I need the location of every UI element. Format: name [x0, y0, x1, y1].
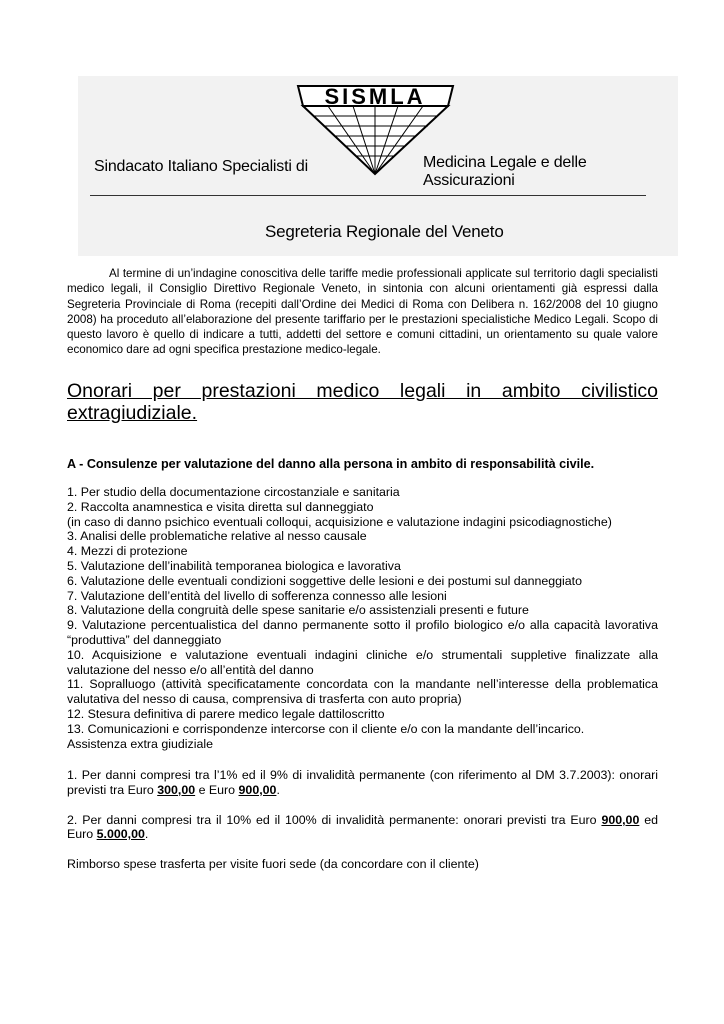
list-item: 3. Analisi delle problematiche relative al nesso causale: [67, 529, 367, 544]
list-item: 9. Valutazione percentualistica del danno permanente sotto il profilo biologico e/o alla capacità lavorativa “produttiva” del danneggiato: [67, 618, 658, 647]
fee-max: 900,00: [238, 782, 277, 797]
fee-end: .: [276, 782, 280, 797]
fee-min: 300,00: [157, 782, 196, 797]
fee-range-1: [67, 768, 658, 798]
list-item: 2. Raccolta anamnestica e visita diretta sul danneggiato: [67, 499, 374, 514]
fee-end: .: [144, 827, 149, 842]
section-title: Onorari per prestazioni medico legali in ambito civilistico extragiudiziale.: [67, 380, 658, 424]
logo-text: SISMLA: [324, 84, 426, 109]
org-name-left: Sindacato Italiano Specialisti di: [94, 158, 308, 175]
list-item: 1. Per studio della documentazione circostanziale e sanitaria: [67, 485, 400, 499]
list-item: 10. Acquisizione e valutazione eventuali indagini cliniche e/o strumentali suppletive finalizzate alla valutazione del nesso e/o all’entità del danno: [67, 647, 658, 677]
list-item: 13. Comunicazioni e corrispondenze intercorse con il cliente e/o con la mandante dell’incarico.: [67, 721, 585, 736]
subheading: A - Consulenze per valutazione del danno alla persona in ambito di responsabilità civile.: [67, 457, 595, 471]
list-item: 12. Stesura definitiva di parere medico legale dattiloscritto: [67, 706, 385, 721]
fee-mid: e Euro: [195, 782, 239, 797]
fees-section: [67, 768, 658, 887]
list-item: 11. Sopralluogo (attività specificatamente concordata con la mandante nell’interesse della problematica valutativa del nesso di causa, comprensiva di trasferta con auto propria): [67, 677, 658, 707]
service-list: [67, 485, 658, 751]
fee-range-2: [67, 813, 658, 843]
assistance-title: Assistenza extra giudiziale: [67, 736, 214, 751]
reimbursement-note: Rimborso spese trasferta per visite fuori sede (da concordare con il cliente): [67, 857, 479, 872]
header-divider: [90, 195, 646, 196]
letterhead: [78, 76, 678, 256]
fee-mid: ed Euro: [67, 812, 658, 842]
list-item: 5. Valutazione dell’inabilità temporanea biologica e lavorativa: [67, 558, 401, 573]
list-item: 7. Valutazione dell’entità del livello di sofferenza connesso alle lesioni: [67, 588, 447, 603]
fee-max: 5.000,00: [96, 827, 145, 842]
list-item: 4. Mezzi di protezione: [67, 544, 188, 559]
intro-paragraph: Al termine di un’indagine conoscitiva delle tariffe medie professionali applicate sul territorio dagli specialisti medico legali, il Consiglio Direttivo Regionale Veneto, in sintonia con alcuni orientamenti già espressi dalla Segreteria Provinciale di Roma (recepiti dall’Ordine dei Medici di Roma con Delibera n. 162/2008 del 10 giugno 2008) ha proceduto all’elaborazione del presente tariffario per le prestazioni specialistiche Medico Legali. Scopo di questo lavoro è quello di indicare a tutti, addetti del settore e comuni cittadini, un orientamento su quale valore economico dare ad ogni specifica prestazione medico-legale.: [67, 267, 658, 357]
fee-min: 900,00: [601, 812, 640, 827]
fee-text: 2. Per danni compresi tra il 10% ed il 100% di invalidità permanente: onorari previsti tra Euro: [67, 812, 602, 827]
list-item: (in caso di danno psichico eventuali colloqui, acquisizione e valutazione indagini psicodiagnostiche): [67, 514, 612, 529]
org-name-right: Medicina Legale e delle Assicurazioni: [423, 154, 587, 189]
list-item: 6. Valutazione delle eventuali condizioni soggettive delle lesioni e dei postumi sul danneggiato: [67, 573, 583, 588]
regional-office-title: Segreteria Regionale del Veneto: [265, 222, 504, 241]
fee-text: 1. Per danni compresi tra l’1% ed il 9% di invalidità permanente (con riferimento al DM 3.7.2003): onorari previsti tra Euro: [67, 768, 658, 797]
list-item: 8. Valutazione della congruità delle spese sanitarie e/o assistenziali presenti e future: [67, 603, 529, 618]
